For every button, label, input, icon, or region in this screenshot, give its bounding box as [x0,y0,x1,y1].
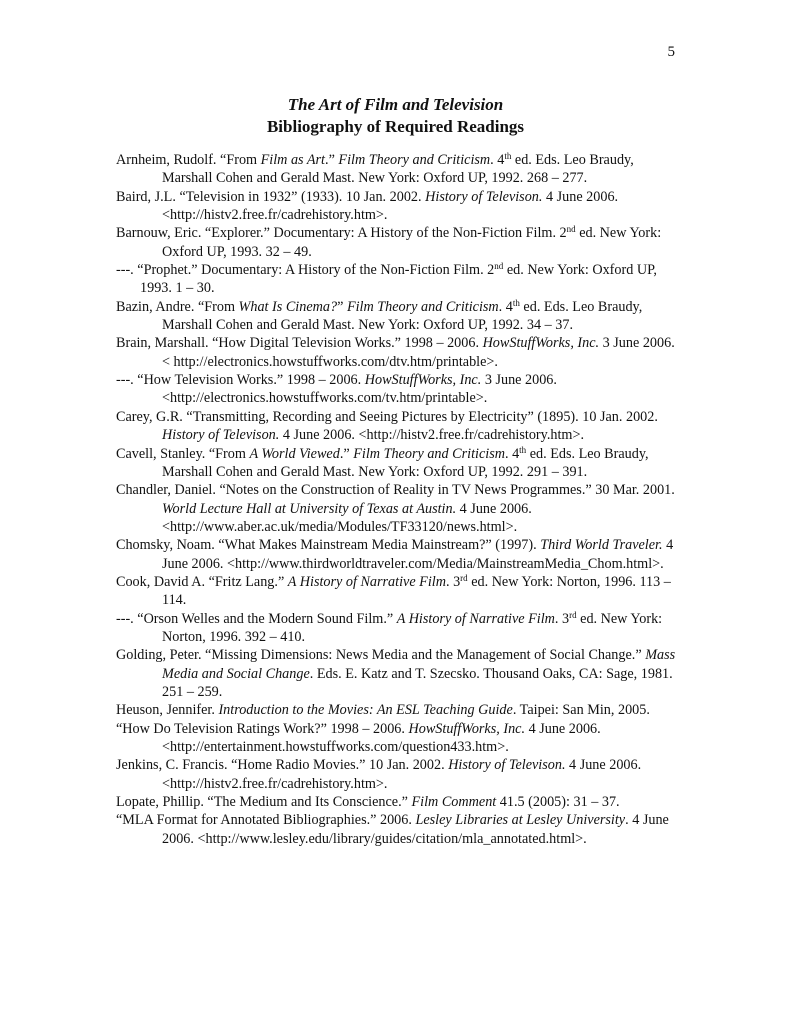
bibliography-entry-barnouw-prophet: ---. “Prophet.” Documentary: A History of the Non-Fiction Film. 2nd ed. New York: Oxford UP, 1993. 1 – 30. [116,261,657,297]
course-title: The Art of Film and Television [287,95,504,114]
bibliography-list [116,151,676,848]
bibliography-entry-baird: Baird, J.L. “Television in 1932” (1933). 10 Jan. 2002. History of Televison. 4 June 2006. <http://histv2.free.fr/cadrehistory.htm>. [116,188,619,224]
page-number: 5 [667,44,675,60]
bibliography-entry-bazin: Bazin, Andre. “From What Is Cinema?” Film Theory and Criticism. 4th ed. Eds. Leo Braudy, Marshall Cohen and Gerald Mast. New York: Oxford UP, 1992. 34 – 37. [116,297,643,334]
bibliography-entry-chomsky: Chomsky, Noam. “What Makes Mainstream Media Mainstream?” (1997). Third World Traveler. 4 June 2006. <http://www.thirdworldtraveler.com/Media/MainstreamMedia_Chom.html>. [116,537,674,572]
bibliography-entry-lopate: Lopate, Phillip. “The Medium and Its Conscience.” Film Comment 41.5 (2005): 31 – 37. [116,794,620,811]
bibliography-entry-heuson: Heuson, Jennifer. Introduction to the Movies: An ESL Teaching Guide. Taipei: San Min, 2005. [116,702,650,719]
document-header [0,94,791,138]
bibliography-entry-chandler: Chandler, Daniel. “Notes on the Construction of Reality in TV News Programmes.” 30 Mar. 2001. World Lecture Hall at University of Texas at Austin. 4 June 2006. <http://www.aber.ac.uk/media/Modules/TF33120/news.html>. [116,482,675,535]
bibliography-entry-golding: Golding, Peter. “Missing Dimensions: News Media and the Management of Social Change.” Mass Media and Social Change. Eds. E. Katz and T. Szecsko. Thousand Oaks, CA: Sage, 1981. 251 – 259. [116,647,676,700]
bibliography-entry-mla: “MLA Format for Annotated Bibliographies.” 2006. Lesley Libraries at Lesley University. 4 June 2006. <http://www.lesley.edu/library/guides/citation/mla_annotated.html>. [116,812,669,847]
bibliography-entry-cavell: Cavell, Stanley. “From A World Viewed.” Film Theory and Criticism. 4th ed. Eds. Leo Braudy, Marshall Cohen and Gerald Mast. New York: Oxford UP, 1992. 291 – 391. [116,444,649,480]
bibliography-entry-cook-lang: Cook, David A. “Fritz Lang.” A History of Narrative Film. 3rd ed. New York: Norton, 1996. 113 – 114. [116,572,671,609]
bibliography-heading: Bibliography of Required Readings [266,117,525,136]
bibliography-entry-ratings: “How Do Television Ratings Work?” 1998 – 2006. HowStuffWorks, Inc. 4 June 2006. <http://entertainment.howstuffworks.com/question433.htm>. [116,720,601,755]
bibliography-entry-cook-welles: ---. “Orson Welles and the Modern Sound Film.” A History of Narrative Film. 3rd ed. New York: Norton, 1996. 392 – 410. [116,609,663,645]
bibliography-entry-arnheim: Arnheim, Rudolf. “From Film as Art.” Film Theory and Criticism. 4th ed. Eds. Leo Braudy, Marshall Cohen and Gerald Mast. New York: Oxford UP, 1992. 268 – 277. [116,151,634,187]
bibliography-entry-brain-digital: Brain, Marshall. “How Digital Television Works.” 1998 – 2006. HowStuffWorks, Inc. 3 June 2006. < http://electronics.howstuffworks.com/dtv.htm/printable>. [116,335,675,370]
bibliography-entry-carey: Carey, G.R. “Transmitting, Recording and Seeing Pictures by Electricity” (1895). 10 Jan. 2002. History of Televison. 4 June 2006. <http://histv2.free.fr/cadrehistory.htm>. [116,408,658,444]
bibliography-entry-brain-television: ---. “How Television Works.” 1998 – 2006. HowStuffWorks, Inc. 3 June 2006. <http://electronics.howstuffworks.com/tv.htm/printable>. [116,372,557,407]
bibliography-entry-barnouw: Barnouw, Eric. “Explorer.” Documentary: A History of the Non-Fiction Film. 2nd ed. New York: Oxford UP, 1993. 32 – 49. [116,224,662,260]
bibliography-entry-jenkins: Jenkins, C. Francis. “Home Radio Movies.” 10 Jan. 2002. History of Televison. 4 June 2006. <http://histv2.free.fr/cadrehistory.htm>. [116,757,642,792]
